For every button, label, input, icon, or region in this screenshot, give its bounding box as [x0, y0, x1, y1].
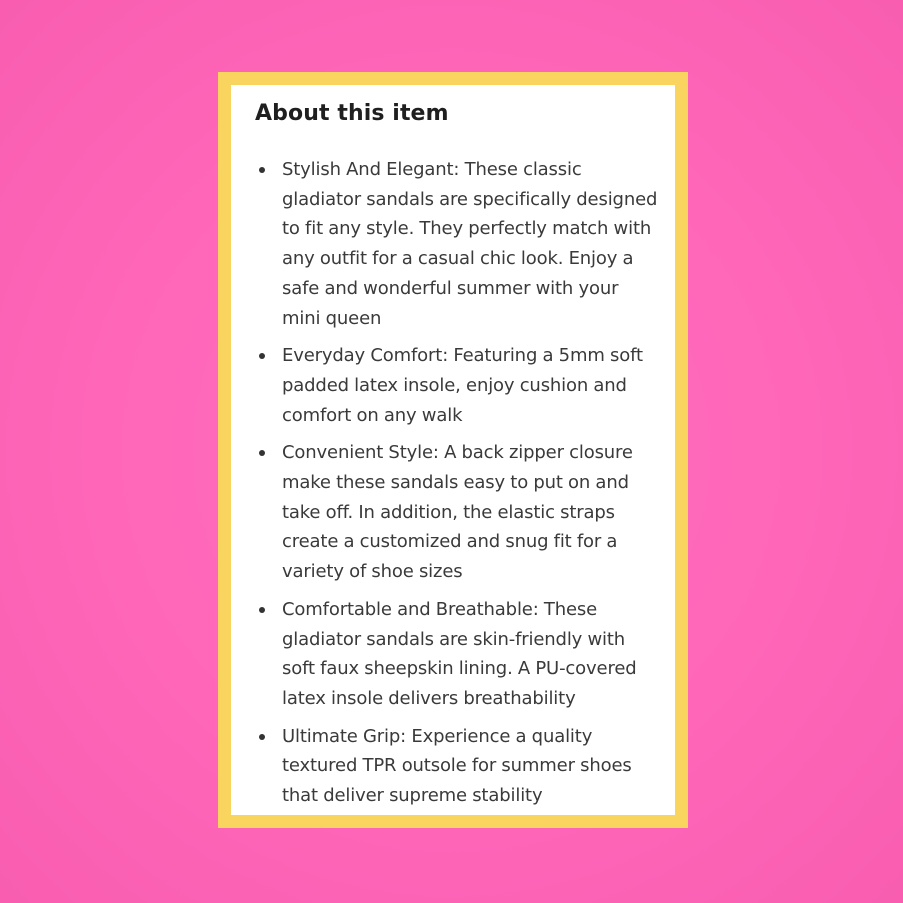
- list-item: [255, 595, 661, 714]
- feature-text: Comfortable and Breathable: These gladiator sandals are skin-friendly with soft faux sheepskin lining. A PU-covered latex insole delivers breathability: [282, 598, 637, 709]
- bullet-icon: [259, 167, 265, 173]
- list-item: [255, 438, 661, 587]
- list-item: [255, 722, 661, 811]
- bullet-icon: [259, 450, 265, 456]
- feature-list: [255, 155, 661, 811]
- about-item-card: [231, 85, 675, 815]
- bullet-icon: [259, 607, 265, 613]
- feature-text: Convenient Style: A back zipper closure make these sandals easy to put on and take off. In addition, the elastic straps create a customized and snug fit for a variety of shoe sizes: [282, 442, 633, 583]
- list-item: [255, 155, 661, 333]
- section-title: About this item: [255, 101, 449, 126]
- feature-text: Everyday Comfort: Featuring a 5mm soft padded latex insole, enjoy cushion and comfort on any walk: [282, 345, 643, 426]
- bullet-icon: [259, 734, 265, 740]
- list-item: [255, 341, 661, 430]
- product-info-frame: [218, 72, 688, 828]
- feature-text: Stylish And Elegant: These classic gladiator sandals are specifically designed to fit any style. They perfectly match with any outfit for a casual chic look. Enjoy a safe and wonderful summer with your mini queen: [282, 159, 658, 329]
- feature-text: Ultimate Grip: Experience a quality textured TPR outsole for summer shoes that deliver supreme stability: [282, 725, 632, 807]
- bullet-icon: [259, 353, 265, 359]
